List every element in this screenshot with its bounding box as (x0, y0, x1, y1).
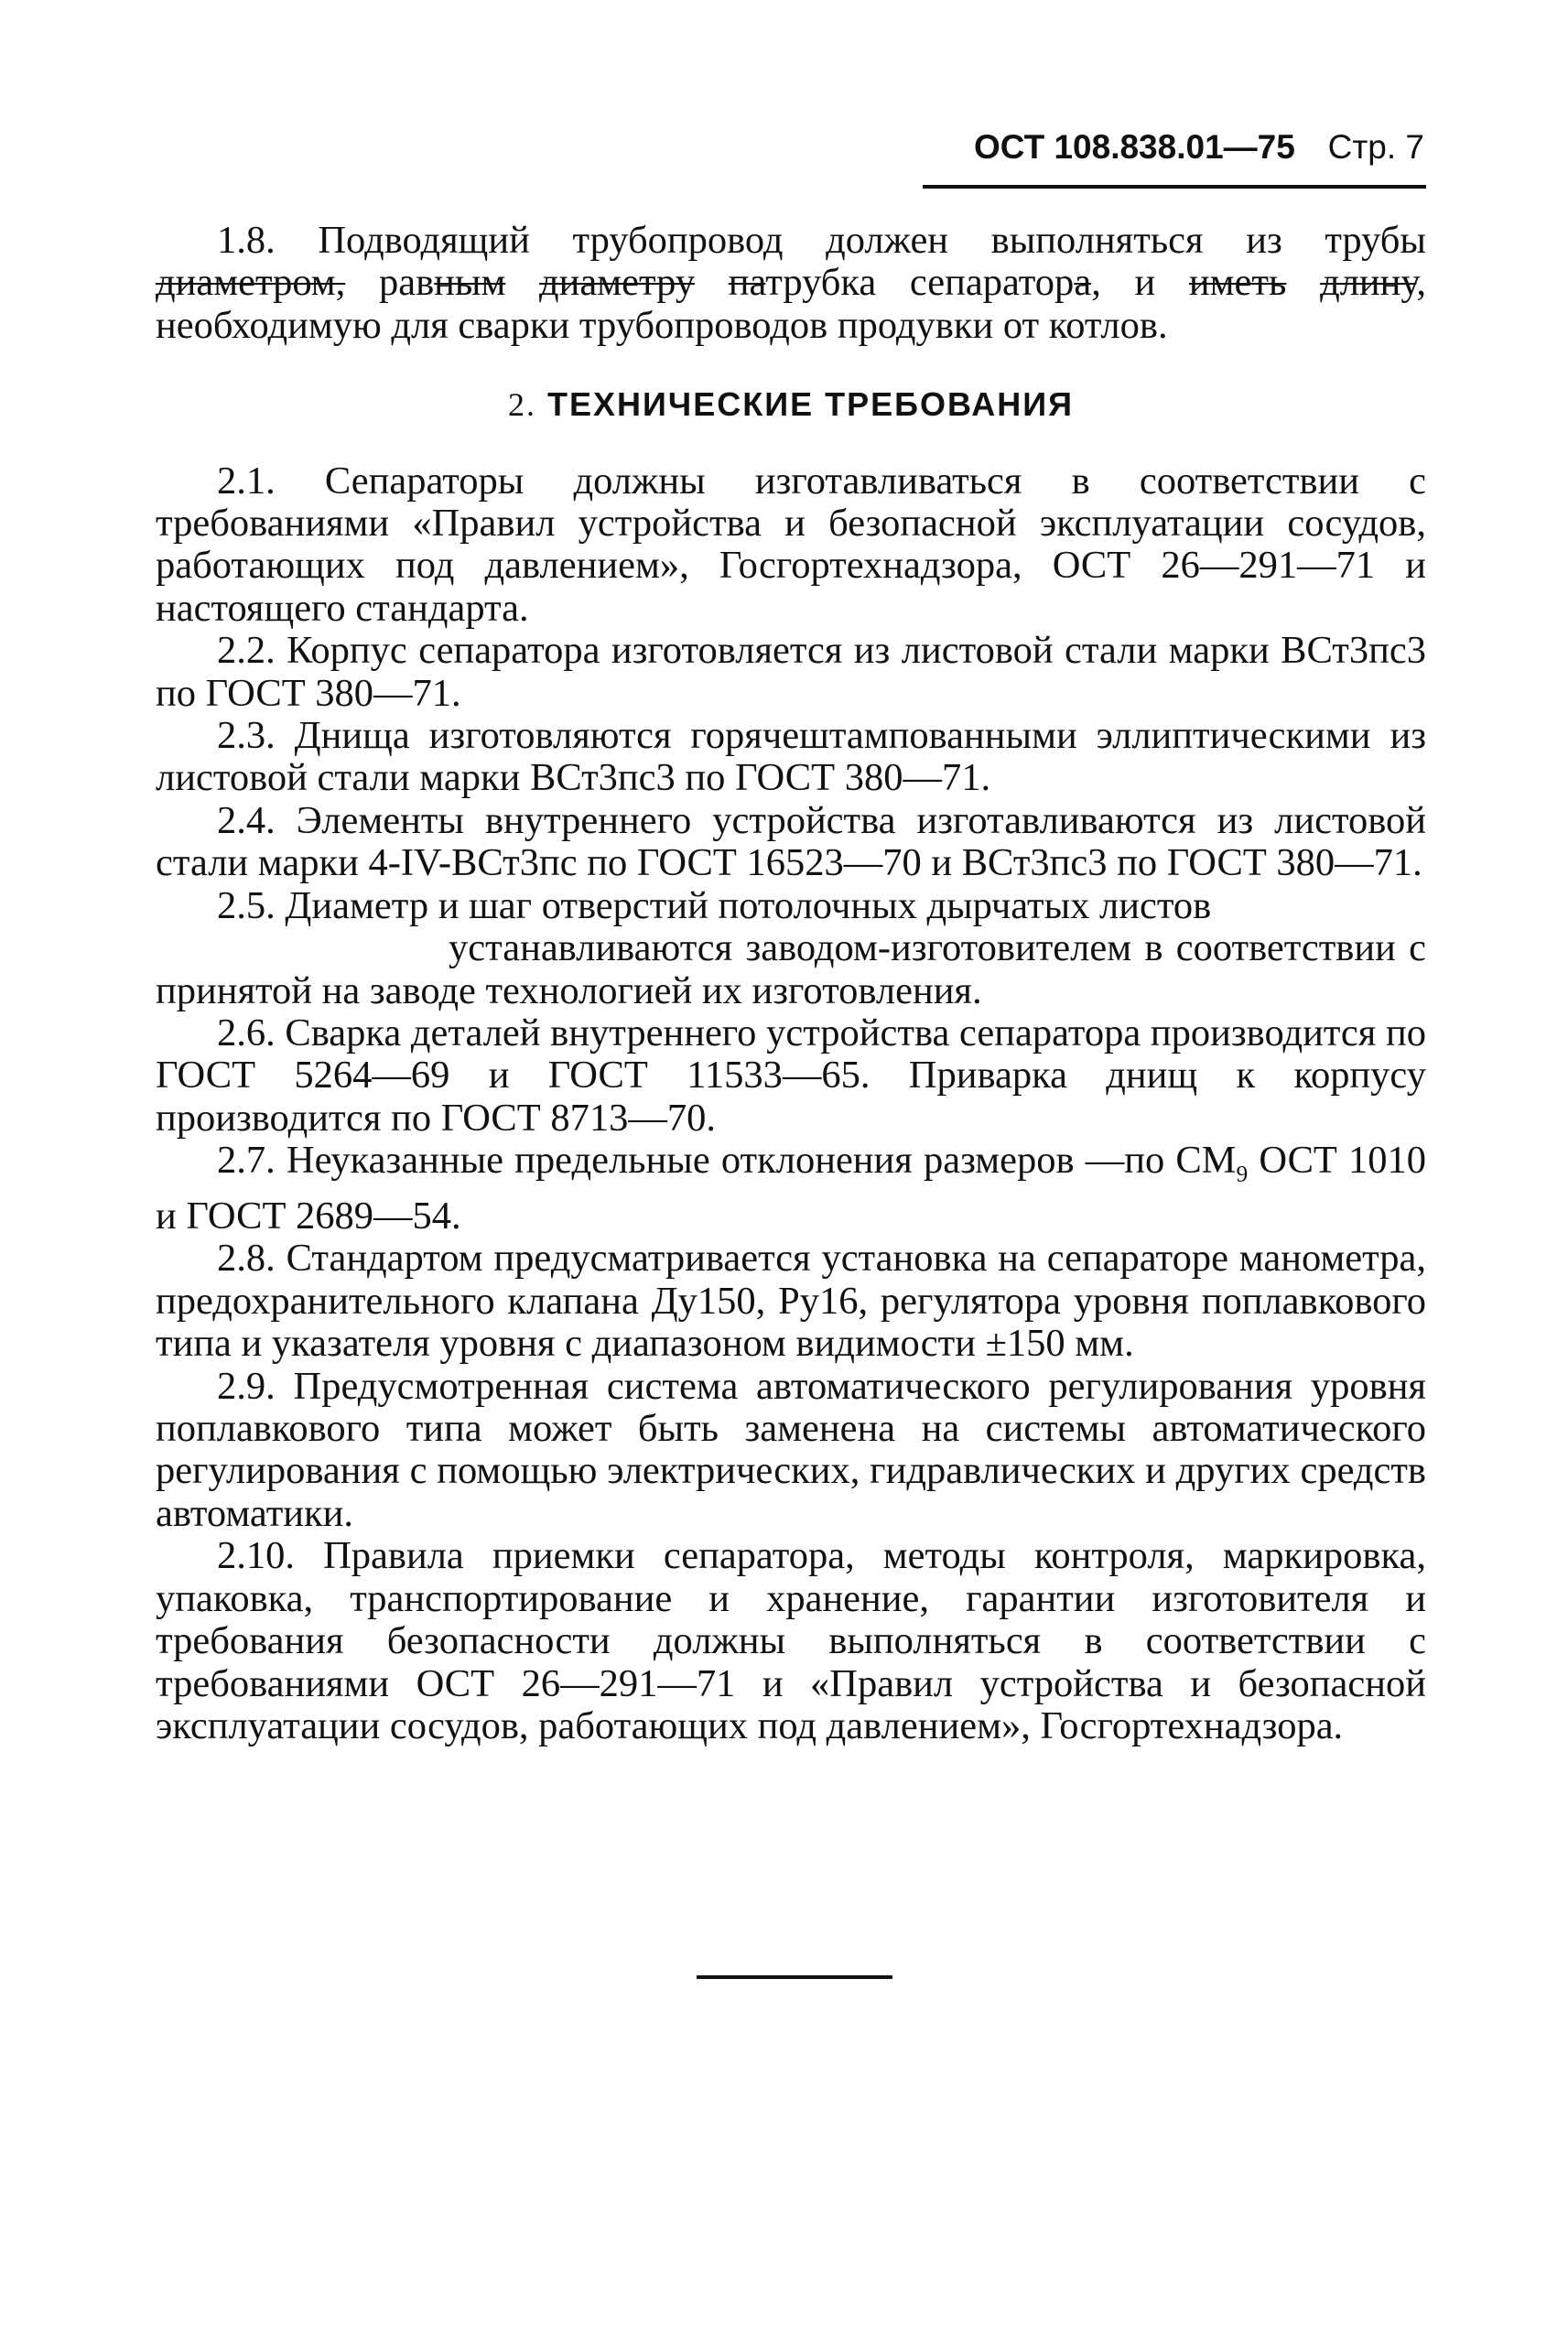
paragraph-2-8: 2.8. Стандартом предусматривается установка на сепараторе манометра, предохранительного клапана Ду150, Ру16, регулятора уровня поплавкового типа и указателя уровня с диапазоном видимости ±150 мм. (156, 1237, 1426, 1366)
struck-text: диаметром, (156, 261, 346, 305)
struck-text: па (728, 261, 766, 305)
paragraph-2-5 (156, 885, 1426, 1012)
paragraph-text: , и (1091, 261, 1189, 305)
paragraph-text: ОСТ 1010 и ГОСТ 2689—54. (156, 1139, 1426, 1238)
end-rule (697, 1975, 892, 1979)
paragraph-2-4: 2.4. Элементы внутреннего устройства изготавливаются из листовой стали марки 4-IV-ВСт3пс по ГОСТ 16523—70 и ВСт3пс3 по ГОСТ 380—71. (156, 798, 1426, 885)
paragraph-2-10: 2.10. Правила приемки сепаратора, методы контроля, маркировка, упаковка, транспортирование и хранение, гарантии изготовителя и требования безопасности должны выполняться в соответствии с требованиями ОСТ 26—291—71 и «Правил устройства и безопасной эксплуатации сосудов, работающих под давлением», Госгортехнадзора. (156, 1534, 1426, 1747)
page-number: Стр. 7 (1327, 128, 1424, 166)
paragraph-text: трубка сепаратор (765, 261, 1075, 305)
paragraph-2-5-line2: устанавливаются заводом-изготовителем в соответствии с принятой на заводе технологией их изготовления. (156, 926, 1426, 1012)
section-title: ТЕХНИЧЕСКИЕ ТРЕБОВАНИЯ (547, 385, 1074, 424)
struck-text: диаметру (539, 261, 696, 305)
document-body (156, 220, 1426, 1747)
paragraph-text: 2.7. Неуказанные предельные отклонения размеров —по СМ (217, 1139, 1237, 1183)
paragraph-2-5-line1: 2.5. Диаметр и шаг отверстий потолочных дырчатых листов (217, 883, 1212, 927)
struck-text: длину (1320, 261, 1417, 305)
paragraph-2-9: 2.9. Предусмотренная система автоматического регулирования уровня поплавкового типа может быть заменена на системы автоматического регулирования с помощью электрических, гидравлических и других средств автоматики. (156, 1364, 1426, 1535)
paragraph-2-2: 2.2. Корпус сепаратора изготовляется из листовой стали марки ВСт3пс3 по ГОСТ 380—71. (156, 629, 1426, 715)
paragraph-2-7 (156, 1140, 1426, 1238)
paragraph-2-6: 2.6. Сварка деталей внутреннего устройства сепаратора производится по ГОСТ 5264—69 и ГОСТ 11533—65. Приварка днищ к корпусу производится по ГОСТ 8713—70. (156, 1011, 1426, 1140)
section-number: 2. (508, 386, 537, 424)
paragraph-text: рав (345, 261, 435, 305)
standard-number: ОСТ 108.838.01—75 (974, 128, 1295, 166)
paragraph-text: , необходимую для сварки трубопроводов продувки от котлов. (156, 261, 1427, 347)
struck-text: а (1074, 261, 1092, 305)
paragraph-text: 1.8. Подводящий трубопровод должен выполняться из трубы (217, 219, 1426, 262)
paragraph-1-8 (156, 220, 1426, 347)
paragraph-2-1: 2.1. Сепараторы должны изготавливаться в соответствии с требованиями «Правил устройства и безопасной эксплуатации сосудов, работающих под давлением», Госгортехнадзора, ОСТ 26—291—71 и настоящего стандарта. (156, 459, 1426, 630)
paragraph-text (695, 261, 729, 304)
section-heading (156, 384, 1426, 426)
struck-text: иметь (1188, 261, 1287, 305)
paragraph-text (1286, 261, 1320, 304)
subscript: 9 (1236, 1160, 1249, 1187)
paragraph-2-3: 2.3. Днища изготовляются горячештампованными эллиптическими из листовой стали марки ВСт3пс3 по ГОСТ 380—71. (156, 714, 1426, 800)
paragraph-text (505, 261, 539, 304)
struck-text: ным (434, 261, 506, 305)
page-header (923, 126, 1426, 189)
